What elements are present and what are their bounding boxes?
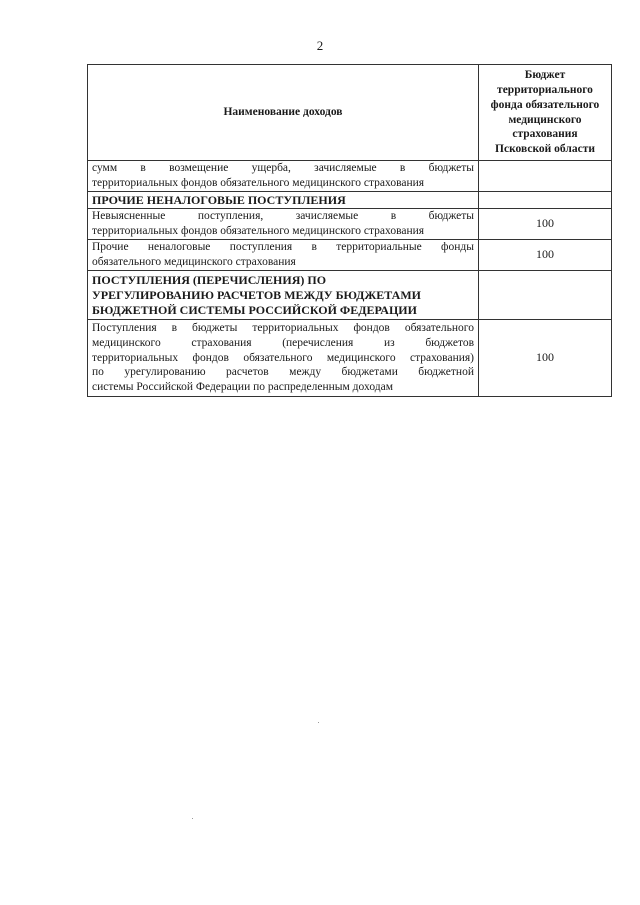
scan-speck	[192, 818, 193, 819]
row-value-cell: 100	[479, 320, 612, 397]
header-budget-line: фонда обязательного	[490, 98, 600, 111]
row-name-cell	[88, 209, 479, 240]
table-row	[88, 320, 612, 397]
table-row	[88, 271, 612, 320]
section-title-line: ПОСТУПЛЕНИЯ (ПЕРЕЧИСЛЕНИЯ) ПО	[92, 272, 327, 287]
row-text-line: по урегулированию расчетов между бюджетами бюджетной	[92, 366, 474, 379]
row-name-cell	[88, 320, 479, 397]
row-text-line: Прочие неналоговые поступления в территориальные фонды	[92, 241, 474, 254]
row-text-line: территориальных фондов обязательного медицинского страхования	[92, 177, 425, 189]
section-title-line: БЮДЖЕТНОЙ СИСТЕМЫ РОССИЙСКОЙ ФЕДЕРАЦИИ	[92, 302, 417, 317]
revenue-table	[87, 64, 612, 397]
scan-speck	[318, 722, 319, 723]
header-budget-line: медицинского	[508, 113, 582, 126]
row-text-line: медицинского страхования (перечисления из бюджетов	[92, 336, 474, 349]
row-value-cell: 100	[479, 240, 612, 271]
row-value-cell	[479, 192, 612, 209]
header-budget	[479, 65, 612, 161]
table-row	[88, 240, 612, 271]
row-text-line: Поступления в бюджеты территориальных фондов обязательного	[92, 322, 474, 335]
table-row	[88, 192, 612, 209]
header-budget-line: Бюджет	[524, 68, 566, 81]
row-value-cell	[479, 271, 612, 320]
header-budget-line: страхования	[512, 128, 578, 141]
row-text-line: обязательного медицинского страхования	[92, 256, 296, 268]
row-name-cell	[88, 161, 479, 192]
table-row	[88, 209, 612, 240]
row-text-line: Невыясненные поступления, зачисляемые в бюджеты	[92, 210, 474, 223]
section-title-cell	[88, 192, 479, 209]
header-budget-line: территориального	[497, 83, 593, 96]
row-value-cell: 100	[479, 209, 612, 240]
row-text-line: территориальных фондов обязательного медицинского страхования	[92, 225, 425, 237]
section-title-cell	[88, 271, 479, 320]
row-name-cell	[88, 240, 479, 271]
row-value-cell	[479, 161, 612, 192]
row-text-line: системы Российской Федерации по распределенным доходам	[92, 381, 393, 394]
header-revenue-name: Наименование доходов	[88, 65, 479, 161]
table-header-row	[88, 65, 612, 161]
section-title-line: ПРОЧИЕ НЕНАЛОГОВЫЕ ПОСТУПЛЕНИЯ	[92, 192, 346, 207]
row-text-line: территориальных фондов обязательного медицинского страхования)	[92, 351, 474, 364]
row-text-line: сумм в возмещение ущерба, зачисляемые в бюджеты	[92, 162, 474, 175]
section-title-line: УРЕГУЛИРОВАНИЮ РАСЧЕТОВ МЕЖДУ БЮДЖЕТАМИ	[92, 287, 421, 302]
table-row	[88, 161, 612, 192]
header-budget-line: Псковской области	[495, 143, 595, 156]
page-number: 2	[316, 38, 324, 53]
